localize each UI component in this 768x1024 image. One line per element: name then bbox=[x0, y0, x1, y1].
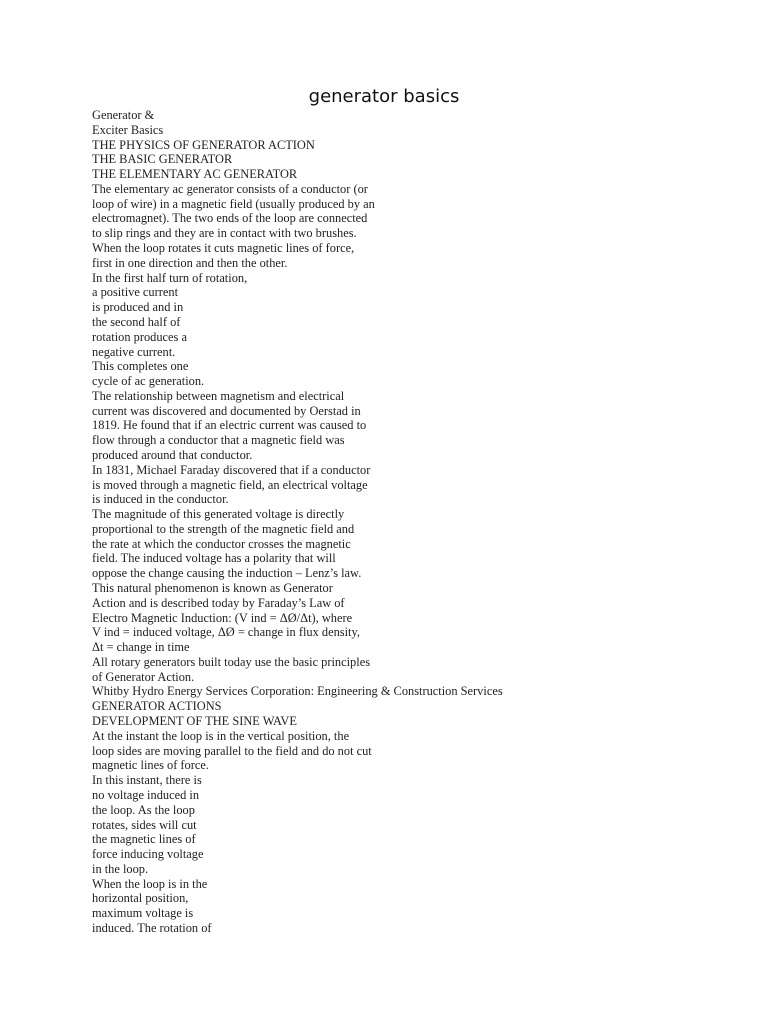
text-line: When the loop rotates it cuts magnetic lines of force, bbox=[92, 241, 355, 256]
text-line: induced. The rotation of bbox=[92, 920, 212, 935]
text-line: When the loop is in the bbox=[92, 876, 208, 891]
text-line: loop sides are moving parallel to the field and do not cut bbox=[92, 743, 372, 758]
text-line: magnetic lines of force. bbox=[92, 758, 209, 773]
text-line: rotates, sides will cut bbox=[92, 817, 197, 832]
text-line: rotation produces a bbox=[92, 329, 187, 344]
text-line: the loop. As the loop bbox=[92, 802, 195, 817]
text-line: negative current. bbox=[92, 344, 176, 359]
document-title: generator basics bbox=[308, 86, 460, 107]
text-line: This natural phenomenon is known as Generator bbox=[92, 581, 333, 595]
text-line: oppose the change causing the induction – Lenz’s law. bbox=[92, 566, 362, 581]
text-line: the magnetic lines of bbox=[92, 832, 196, 847]
text-line: maximum voltage is bbox=[92, 906, 194, 921]
text-line: is produced and in bbox=[92, 300, 184, 315]
text-line: This completes one bbox=[92, 359, 189, 374]
text-line: of Generator Action. bbox=[92, 669, 195, 684]
text-line: The elementary ac generator consists of a conductor (or bbox=[92, 181, 368, 196]
text-line: a positive current bbox=[92, 285, 179, 300]
text-line: electromagnet). The two ends of the loop are connected bbox=[92, 211, 368, 226]
text-line: Exciter Basics bbox=[92, 122, 164, 137]
text-line: THE PHYSICS OF GENERATOR ACTION bbox=[92, 137, 315, 152]
text-line: to slip rings and they are in contact with two brushes. bbox=[92, 226, 357, 241]
text-line: DEVELOPMENT OF THE SINE WAVE bbox=[92, 714, 297, 729]
text-line: All rotary generators built today use the basic principles bbox=[92, 654, 371, 669]
text-line: The magnitude of this generated voltage is directly bbox=[92, 507, 345, 522]
text-line: the rate at which the conductor crosses the magnetic bbox=[92, 536, 351, 551]
text-line: current was discovered and documented by Oerstad in bbox=[92, 403, 361, 418]
text-line: Electro Magnetic Induction: (V ind = ΔØ/Δt), where bbox=[92, 610, 353, 625]
text-line: field. The induced voltage has a polarity that will bbox=[92, 551, 336, 566]
text-line: THE BASIC GENERATOR bbox=[92, 152, 233, 167]
text-line: Whitby Hydro Energy Services Corporation: Engineering & Construction Services bbox=[92, 684, 503, 699]
text-line: GENERATOR ACTIONS bbox=[92, 699, 222, 714]
text-line: proportional to the strength of the magnetic field and bbox=[92, 521, 355, 536]
text-line: no voltage induced in bbox=[92, 787, 200, 802]
text-line: At the instant the loop is in the vertical position, the bbox=[92, 728, 350, 743]
text-line: the second half of bbox=[92, 314, 181, 329]
text-line: Generator & bbox=[92, 108, 155, 122]
text-line: THE ELEMENTARY AC GENERATOR bbox=[92, 167, 298, 182]
text-line: 1819. He found that if an electric current was caused to bbox=[92, 418, 367, 433]
text-line: flow through a conductor that a magnetic field was bbox=[92, 433, 345, 448]
text-line: cycle of ac generation. bbox=[92, 374, 205, 389]
document-body bbox=[92, 108, 712, 936]
text-line: loop of wire) in a magnetic field (usually produced by an bbox=[92, 196, 375, 211]
text-line: first in one direction and then the other. bbox=[92, 255, 288, 270]
text-line: In 1831, Michael Faraday discovered that if a conductor bbox=[92, 462, 371, 477]
text-line: force inducing voltage bbox=[92, 847, 204, 862]
text-line: Action and is described today by Faraday’s Law of bbox=[92, 595, 345, 610]
text-line: In the first half turn of rotation, bbox=[92, 270, 248, 285]
text-line: In this instant, there is bbox=[92, 773, 202, 788]
text-line: The relationship between magnetism and electrical bbox=[92, 388, 345, 403]
text-line: V ind = induced voltage, ΔØ = change in flux density, bbox=[92, 625, 360, 640]
text-line: Δt = change in time bbox=[92, 640, 190, 655]
text-line: is moved through a magnetic field, an electrical voltage bbox=[92, 477, 368, 492]
text-line: produced around that conductor. bbox=[92, 447, 253, 462]
text-line: is induced in the conductor. bbox=[92, 492, 229, 507]
text-line: in the loop. bbox=[92, 861, 149, 876]
text-line: horizontal position, bbox=[92, 891, 189, 906]
